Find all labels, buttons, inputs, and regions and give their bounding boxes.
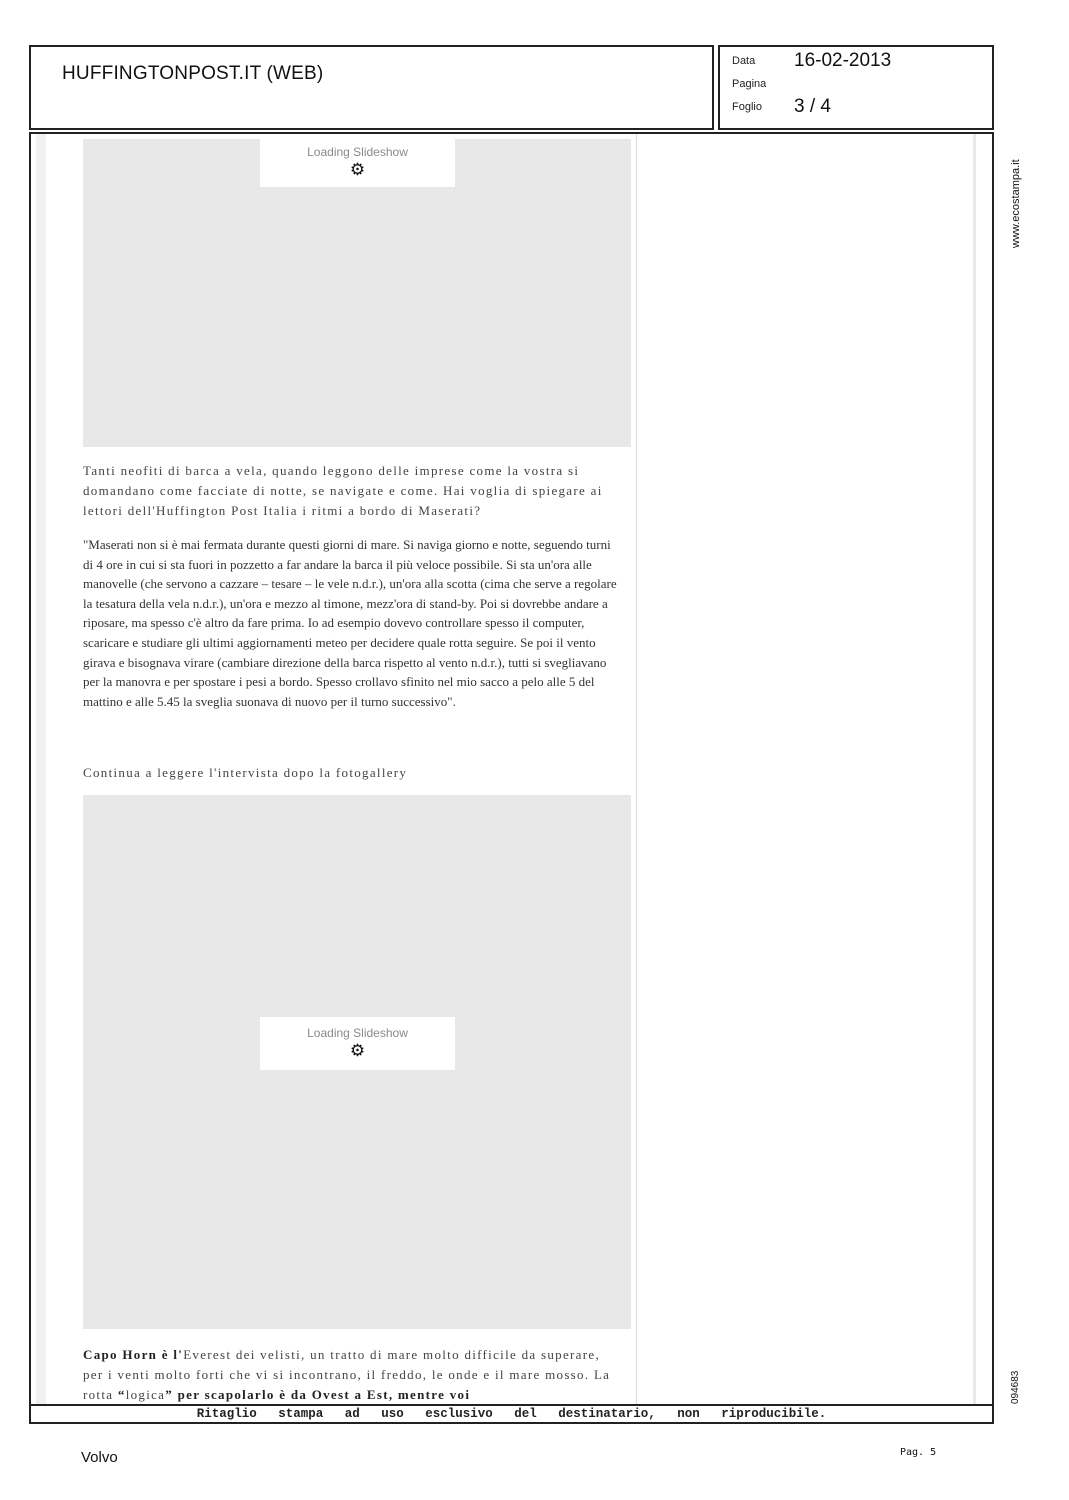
capo-horn-bold-1: Capo Horn è l'	[83, 1347, 184, 1362]
continue-reading-link[interactable]: Continua a leggere l'intervista dopo la fotogallery	[83, 765, 408, 780]
capo-horn-text-2: logica	[125, 1387, 166, 1402]
foglio-label: Foglio	[732, 101, 762, 113]
slideshow-1[interactable]	[83, 139, 631, 447]
pagina-label: Pagina	[732, 78, 767, 90]
page-edge-right	[973, 134, 976, 1404]
slideshow-2[interactable]	[83, 795, 631, 1329]
slideshow-1-loading	[260, 139, 455, 187]
source-title: HUFFINGTONPOST.IT (WEB)	[62, 63, 324, 84]
question-paragraph: Tanti neofiti di barca a vela, quando leggono delle imprese come la vostra si domandano come facciate di notte, se navigate e come. Hai voglia di spiegare ai lettori dell'Huffington Post Italia i ritmi a bordo di Maserati?	[83, 463, 603, 518]
data-label: Data	[732, 55, 756, 67]
page-number: Pag. 5	[900, 1447, 937, 1458]
source-header-box	[29, 45, 714, 130]
side-url: www.ecostampa.it	[1010, 159, 1022, 248]
slideshow-1-loading-text: Loading Slideshow	[307, 145, 408, 159]
foglio-value: 3 / 4	[794, 96, 831, 117]
slideshow-2-loading-text: Loading Slideshow	[307, 1026, 408, 1040]
footer-notice: Ritaglio stampa ad uso esclusivo del destinatario, non riproducibile.	[196, 1407, 827, 1421]
slideshow-2-loading	[260, 1017, 455, 1070]
answer-paragraph: "Maserati non si è mai fermata durante questi giorni di mare. Si naviga giorno e notte, seguendo turni di 4 ore in cui si sta fuori in pozzetto a far andare la barca il più veloce possibile. Si sta un'ora alle manovelle (che servono a cazzare – tesare – le vele n.d.r.), un'ora alla scotta (cima che serve a regolare la tesatura della vela n.d.r.), un'ora e mezzo al timone, mezz'ora di stand-by. Poi si dovrebbe andare a riposare, ma spesso c'è altro da fare prima. Io ad esempio dovevo controllare spesso il computer, scaricare e studiare gli ultimi aggiornamenti meteo per decidere quale rotta seguire. Se poi il vento girava e bisognava virare (cambiare direzione della barca rispetto al vento n.d.r.), tutti si svegliavano per la manovra e per spostare i pesi a bordo. Spesso crollavo sfinito nel mio sacco a pelo alle 5 del mattino e alle 5.45 la sveglia suonava di nuovo per il turno successivo".	[83, 537, 617, 709]
capo-horn-bold-3: ” per scapolarlo è da Ovest a Est, mentre voi	[165, 1387, 471, 1402]
data-value: 16-02-2013	[794, 50, 892, 71]
client-name: Volvo	[81, 1449, 118, 1466]
capo-horn-text-1: Everest dei velisti, un tratto di mare molto difficile da superare, per i venti molto forti che vi si incontrano, il freddo, le onde e il mare mosso. La rotta	[83, 1347, 611, 1402]
capo-horn-paragraph	[83, 1345, 623, 1405]
page-edge-left	[36, 134, 46, 1404]
gear-icon: ⚙	[349, 160, 366, 179]
clipping-frame	[29, 132, 994, 1406]
side-code: 094683	[1010, 1370, 1021, 1404]
footer-notice-strip	[29, 1404, 994, 1424]
capo-horn-bold-2: “	[117, 1387, 126, 1402]
meta-header-box	[718, 45, 994, 130]
gear-icon: ⚙	[349, 1041, 366, 1060]
